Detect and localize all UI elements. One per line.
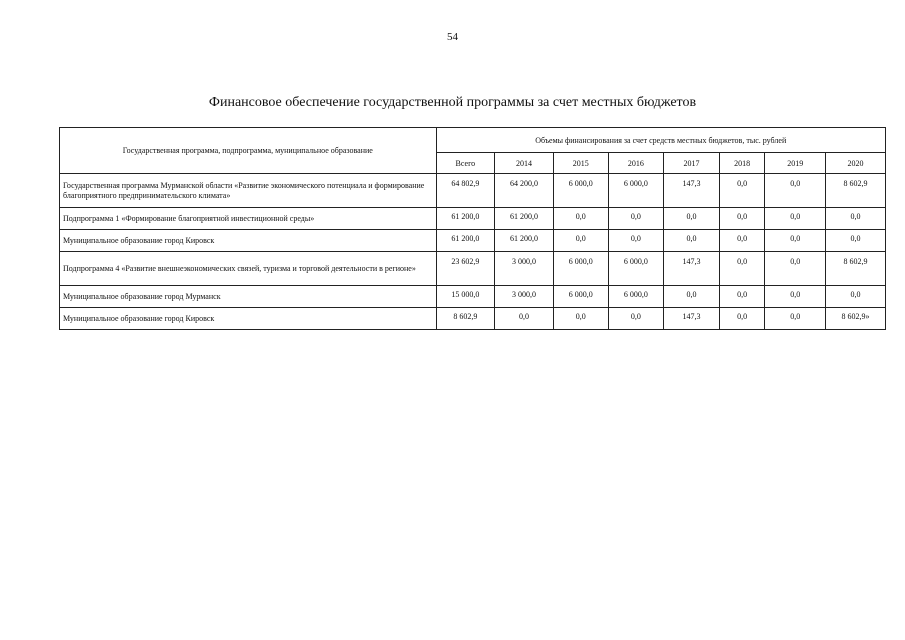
value-cell-total: 8 602,9 [436, 308, 495, 330]
value-cell-2019: 0,0 [765, 174, 826, 208]
table-row [60, 230, 886, 252]
value-cell-2018: 0,0 [719, 308, 765, 330]
value-cell-2018: 0,0 [719, 230, 765, 252]
value-cell-2017: 147,3 [664, 174, 720, 208]
value-cell-2016: 6 000,0 [608, 286, 664, 308]
header-program-name: Государственная программа, подпрограмма, муниципальное образование [60, 128, 437, 174]
value-cell-2017: 0,0 [664, 286, 720, 308]
document-title: Финансовое обеспечение государственной программы за счет местных бюджетов [208, 95, 697, 110]
value-cell-2020: 0,0 [826, 208, 886, 230]
header-col-2015: 2015 [553, 153, 608, 174]
value-cell-2018: 0,0 [719, 286, 765, 308]
table-row [60, 308, 886, 330]
financing-table [59, 127, 886, 330]
value-cell-total: 15 000,0 [436, 286, 495, 308]
table-row [60, 174, 886, 208]
header-col-2018: 2018 [719, 153, 765, 174]
row-name-cell: Муниципальное образование город Кировск [60, 230, 437, 252]
value-cell-2018: 0,0 [719, 208, 765, 230]
value-cell-total: 61 200,0 [436, 208, 495, 230]
value-cell-2015: 6 000,0 [553, 286, 608, 308]
value-cell-2018: 0,0 [719, 174, 765, 208]
value-cell-2016: 0,0 [608, 308, 664, 330]
value-cell-2019: 0,0 [765, 252, 826, 286]
value-cell-2019: 0,0 [765, 230, 826, 252]
value-cell-2016: 0,0 [608, 230, 664, 252]
value-cell-2015: 0,0 [553, 230, 608, 252]
value-cell-2019: 0,0 [765, 308, 826, 330]
value-cell-2016: 0,0 [608, 208, 664, 230]
value-cell-2017: 147,3 [664, 252, 720, 286]
value-cell-2020: 8 602,9 [826, 252, 886, 286]
value-cell-2016: 6 000,0 [608, 174, 664, 208]
value-cell-total: 61 200,0 [436, 230, 495, 252]
value-cell-2014: 3 000,0 [495, 252, 554, 286]
table-row [60, 252, 886, 286]
value-cell-2014: 61 200,0 [495, 230, 554, 252]
page-number: 54 [447, 31, 458, 43]
header-financing-volumes: Объемы финансирования за счет средств местных бюджетов, тыс. рублей [436, 128, 886, 153]
header-col-2014: 2014 [495, 153, 554, 174]
row-name-cell: Подпрограмма 1 «Формирование благоприятной инвестиционной среды» [60, 208, 437, 230]
value-cell-total: 64 802,9 [436, 174, 495, 208]
value-cell-2020: 0,0 [826, 286, 886, 308]
value-cell-total: 23 602,9 [436, 252, 495, 286]
row-name-cell: Государственная программа Мурманской области «Развитие экономического потенциала и формирование благоприятного предпринимательского климата» [60, 174, 437, 208]
row-name-cell: Подпрограмма 4 «Развитие внешнеэкономических связей, туризма и торговой деятельности в регионе» [60, 252, 437, 286]
value-cell-2020: 8 602,9» [826, 308, 886, 330]
value-cell-2016: 6 000,0 [608, 252, 664, 286]
value-cell-2014: 3 000,0 [495, 286, 554, 308]
row-name-cell: Муниципальное образование город Кировск [60, 308, 437, 330]
value-cell-2014: 0,0 [495, 308, 554, 330]
row-name-cell: Муниципальное образование город Мурманск [60, 286, 437, 308]
header-col-2016: 2016 [608, 153, 664, 174]
value-cell-2019: 0,0 [765, 286, 826, 308]
value-cell-2017: 147,3 [664, 308, 720, 330]
header-col-2017: 2017 [664, 153, 720, 174]
header-col-2019: 2019 [765, 153, 826, 174]
value-cell-2015: 0,0 [553, 308, 608, 330]
value-cell-2015: 0,0 [553, 208, 608, 230]
table-header-row-group [60, 128, 886, 153]
value-cell-2017: 0,0 [664, 230, 720, 252]
value-cell-2014: 61 200,0 [495, 208, 554, 230]
table-row [60, 286, 886, 308]
header-col-total: Всего [436, 153, 495, 174]
value-cell-2019: 0,0 [765, 208, 826, 230]
value-cell-2014: 64 200,0 [495, 174, 554, 208]
value-cell-2018: 0,0 [719, 252, 765, 286]
header-col-2020: 2020 [826, 153, 886, 174]
value-cell-2020: 8 602,9 [826, 174, 886, 208]
value-cell-2020: 0,0 [826, 230, 886, 252]
table-row [60, 208, 886, 230]
value-cell-2015: 6 000,0 [553, 174, 608, 208]
value-cell-2017: 0,0 [664, 208, 720, 230]
value-cell-2015: 6 000,0 [553, 252, 608, 286]
